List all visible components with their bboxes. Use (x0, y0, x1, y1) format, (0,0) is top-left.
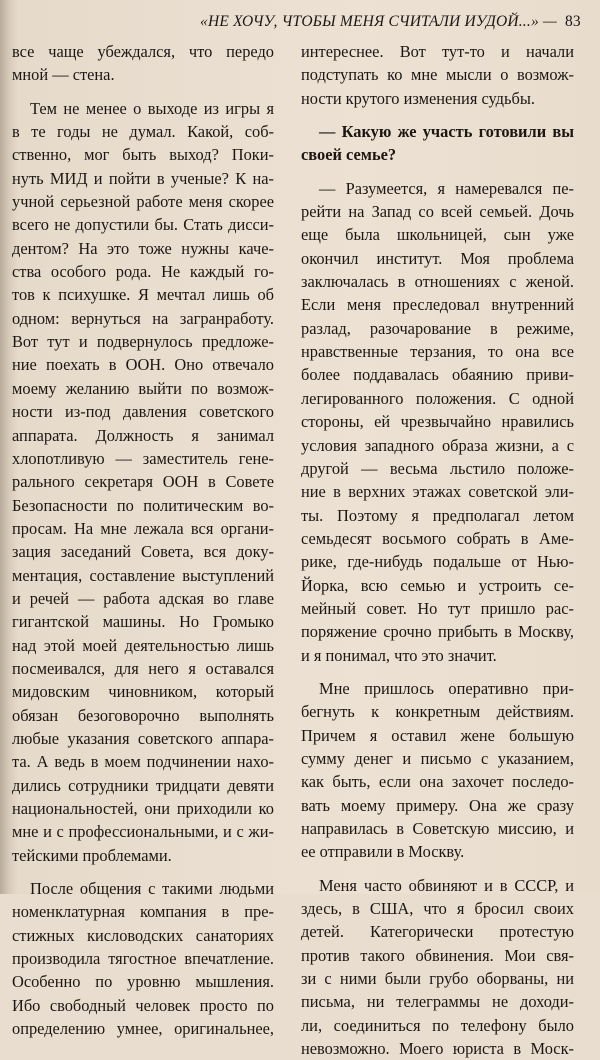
text-line: все чаще убеждался, что передо (12, 42, 274, 61)
text-line: невозможно. Моего юриста в Моск- (301, 1039, 574, 1059)
running-header-title: «НЕ ХОЧУ, ЧТОБЫ МЕНЯ СЧИТАЛИ ИУДОЙ...» — (200, 13, 557, 30)
text-line: письма, ни телеграммы не доходи- (301, 992, 574, 1012)
text-line: тов к психушке. Я мечтал лишь об (12, 285, 274, 305)
text-line: посмеивался, для него я оставался (12, 658, 274, 678)
paragraph (12, 877, 274, 1040)
text-line: та. А ведь в моем подчинении нахо- (12, 752, 274, 772)
paragraph (12, 40, 274, 87)
paragraph-gap (301, 667, 574, 677)
text-line: рального секретаря ООН в Совете (12, 472, 274, 492)
text-line: условия западного образа жизни, а с (301, 435, 574, 455)
text-line: ментация, составление выступлений (12, 565, 274, 585)
text-line: Причем я оставил жене большую (301, 725, 574, 745)
text-line: просам. На мне лежала вся органи- (12, 518, 274, 538)
running-header (200, 13, 581, 31)
text-line: дились сотрудники тридцати девяти (12, 775, 274, 795)
text-line: детей. Категорически протестую (301, 922, 574, 942)
paragraph (301, 874, 574, 1060)
text-line: номенклатурная компания в пре- (12, 902, 274, 922)
text-line: над этой моей деятельностью лишь (12, 635, 274, 655)
text-line: любые указания советского аппара- (12, 728, 274, 748)
text-line: Если меня преследовал внутренний (301, 295, 574, 315)
text-line: нравственные терзания, то она все (301, 342, 574, 362)
text-line: учной серьезной работе меня скорее (12, 192, 274, 212)
paragraph (301, 677, 574, 864)
text-line: После общения с такими людьми (30, 879, 274, 899)
text-line: производила тягостное впечатление. (12, 949, 274, 969)
text-line: ства особого рода. Не каждый го- (12, 262, 274, 282)
text-line: аппарата. Должность я занимал (12, 425, 274, 445)
paragraph-gap (301, 110, 574, 120)
text-line: окончил институт. Моя проблема (301, 248, 574, 268)
text-line: ственно, мог быть выход? Поки- (12, 145, 274, 165)
text-line: Особенно по уровню мышления. (12, 972, 274, 992)
text-line: поряжение срочно прибыть в Москву, (301, 622, 574, 642)
text-line: национальностей, они приходили ко (12, 799, 274, 818)
text-line: против такого обвинения. Мои свя- (301, 945, 574, 965)
text-line: подступать ко мне мысли о возмож- (301, 65, 574, 85)
text-line: нуть МИД и пойти в ученые? К на- (12, 168, 274, 188)
text-line: ности из-под давления советского (12, 402, 274, 422)
left-text-column (12, 40, 274, 1040)
text-line: и речей — работа адская во главе (12, 588, 274, 608)
text-line: еще была школьницей, сын уже (301, 225, 574, 245)
text-line: мидовским чиновником, который (12, 682, 274, 702)
text-line: Мне пришлось оперативно при- (319, 678, 574, 698)
text-line: — Какую же участь готовили вы (319, 122, 574, 142)
text-line: вать моему примеру. Она же сразу (301, 795, 574, 815)
text-line: более поддавалась обаянию приви- (301, 365, 574, 385)
text-line: в те годы не думал. Какой, соб- (12, 122, 274, 142)
text-line: Йорка, всю семью и устроить се- (301, 575, 574, 595)
text-line: ее отправили в Москву. (301, 842, 465, 862)
paragraph (12, 97, 274, 867)
text-line: Ибо свободный человек просто по (12, 995, 274, 1015)
text-line: разлад, разочарование в режиме, (301, 318, 574, 338)
paragraph-gap (301, 167, 574, 177)
text-line: рике, где-нибудь подальше от Нью- (301, 552, 574, 572)
text-line: стижных кисловодских санаториях (12, 925, 274, 945)
paragraph-gap (12, 867, 274, 877)
text-line: как быть, если она захочет последо- (301, 772, 574, 792)
text-line: гигантской машины. Но Громыко (12, 612, 274, 632)
text-line: стороны, ей чрезвычайно нравились (301, 412, 574, 432)
right-text-column (301, 40, 574, 1060)
text-line: ты. Поэтому я предполагал летом (301, 505, 574, 525)
text-line: заключалась в отношениях с женой. (301, 272, 574, 292)
page-number: 83 (564, 13, 581, 30)
text-line: сумму денег и письмо с указанием, (301, 748, 574, 768)
text-line: дентом? На это тоже нужны каче- (12, 238, 274, 258)
text-line: ности крутого изменения судьбы. (301, 88, 535, 108)
text-line: мейный совет. Но тут пришло рас- (301, 598, 574, 618)
text-line: хлопотливую — заместитель гене- (12, 448, 274, 468)
text-line: легированного положения. С одной (301, 388, 574, 408)
paragraph-gap (301, 864, 574, 874)
paragraph (301, 40, 574, 110)
text-line: другой — весьма льстило положе- (301, 458, 574, 478)
paragraph-gap (12, 87, 274, 97)
text-line: ние поехать в ООН. Оно отвечало (12, 355, 274, 375)
text-line: Меня часто обвиняют и в СССР, и (319, 875, 574, 895)
text-line: Тем не менее о выходе из игры я (30, 98, 274, 118)
text-line: Вот тут и подвернулось предложе- (12, 332, 274, 352)
text-line: семьдесят восьмого собрать в Аме- (301, 528, 574, 548)
text-line: своей семье? (301, 145, 397, 165)
text-line: ли, соединиться по телефону было (301, 1015, 574, 1035)
text-line: — Разумеется, я намеревался пе- (319, 178, 574, 198)
paragraph (301, 177, 574, 667)
text-line: зи с ними были грубо оборваны, ни (301, 969, 574, 989)
text-line: одном: вернуться на загранработу. (12, 308, 274, 328)
text-line: Безопасности по политическим во- (12, 495, 274, 515)
text-line: моему желанию выйти по возмож- (12, 378, 274, 398)
text-line: определению умнее, оригинальнее, (12, 1019, 274, 1039)
text-line: рейти на Запад со всей семьей. Дочь (301, 202, 574, 222)
text-line: здесь, в США, что я бросил своих (301, 899, 574, 919)
text-line: мне и с профессиональными, и с жи- (12, 822, 274, 842)
paragraph (301, 120, 574, 167)
text-line: бегнуть к конкретным действиям. (301, 702, 574, 722)
text-line: обязан безоговорочно выполнять (12, 705, 274, 725)
text-line: зация заседаний Совета, вся доку- (12, 542, 274, 562)
text-line: мной — стена. (12, 65, 115, 85)
text-line: направилась в Советскую миссию, и (301, 819, 574, 838)
text-line: интереснее. Вот тут-то и начали (301, 42, 574, 61)
text-line: тейскими проблемами. (12, 845, 172, 865)
text-line: ние в верхних этажах советской эли- (301, 482, 574, 502)
text-line: и я понимал, что это значит. (301, 645, 497, 665)
text-line: всего не допустили бы. Стать дисси- (12, 215, 274, 235)
